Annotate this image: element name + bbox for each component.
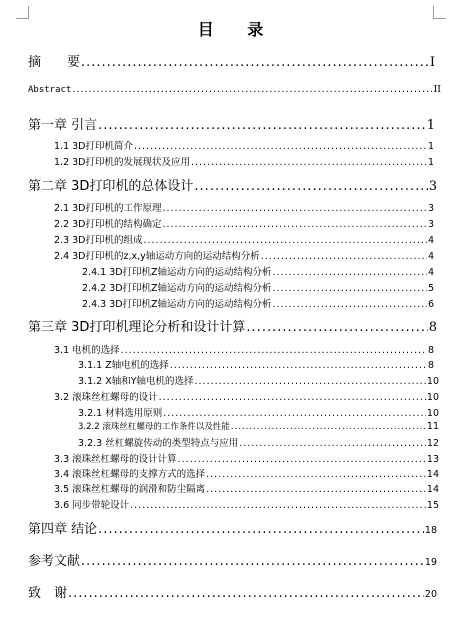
toc-entry-page: 8 [428,320,437,335]
toc-leader-dots [81,554,424,569]
toc-entry-2-1[interactable] [54,200,434,214]
toc-leader-dots [273,283,427,294]
toc-entry-chapter-1[interactable] [28,114,435,133]
toc-entry-3-2-1[interactable] [78,405,439,419]
toc-entry-page: 1 [427,141,434,152]
toc-leader-dots [273,267,427,278]
toc-leader-dots [134,141,427,152]
toc-entry-2-4-2[interactable] [82,280,434,294]
toc-entry-label: 3.2.1 材料选用原则 [78,408,163,419]
toc-entry-page: 10 [426,376,439,387]
toc-entry-2-2[interactable] [54,216,434,230]
toc-leader-dots [72,84,432,95]
toc-entry-3-1-1[interactable] [78,357,434,371]
toc-entry-page: II [433,84,441,95]
toc-entry-page: 10 [426,392,439,403]
toc-entry-label: 2.4.2 3D打印机Z轴运动方向的运动结构分析 [82,283,272,294]
toc-leader-dots [163,203,427,214]
toc-leader-dots [98,118,426,133]
toc-leader-dots [194,179,427,194]
toc-leader-dots [246,320,427,335]
toc-entry-1-2[interactable] [54,154,434,168]
toc-entry-chapter-3[interactable] [28,316,437,335]
toc-entry-page: 14 [426,484,439,495]
toc-entry-page: 4 [427,251,434,262]
toc-entry-page: 10 [426,408,439,419]
toc-entry-3-1-2[interactable] [78,373,439,387]
toc-entry-label: 3.1 电机的选择 [54,345,120,356]
toc-entry-page: 6 [427,299,434,310]
toc-entry-page: 19 [424,557,437,568]
toc-entry-label: 2.3 3D打印机的组成 [54,235,143,246]
toc-entry-3-2[interactable] [54,389,439,403]
toc-leader-dots [178,454,426,465]
toc-entry-label: 2.4.1 3D打印机Z轴运动方向的运动结构分析 [82,267,272,278]
toc-entry-label: 3.4 滚珠丝杠螺母的支撑方式的选择 [54,469,206,480]
toc-leader-dots [239,438,426,449]
toc-entry-label: 2.4 3D打印机的z,x,y轴运动方向的运动结构分析 [54,251,260,262]
toc-entry-label: Abstract [28,85,72,95]
toc-leader-dots [159,392,426,403]
toc-entry-label: 1.2 3D打印机的发展现状及应用 [54,157,190,168]
toc-leader-dots [163,408,426,419]
toc-leader-dots [144,235,427,246]
toc-entry-page: 3 [427,219,434,230]
toc-entry-page: 4 [427,267,434,278]
toc-entry-label: 3.3 滚珠丝杠螺母的设计计算 [54,454,177,465]
toc-leader-dots [206,469,426,480]
toc-entry-3-6[interactable] [54,497,439,511]
toc-entry-3-3[interactable] [54,451,439,465]
toc-leader-dots [130,500,426,511]
toc-leader-dots [195,376,426,387]
toc-entry-page: 18 [424,525,437,536]
toc-leader-dots [68,586,424,601]
toc-entry-page: 8 [427,345,434,356]
toc-entry-label: 3.5 滚珠丝杠螺母的润滑和防尘隔离 [54,484,206,495]
toc-leader-dots [170,360,427,371]
toc-leader-dots [81,55,429,70]
toc-entry-chapter-2[interactable] [28,175,437,194]
toc-leader-dots [191,157,427,168]
toc-entry-page: 3 [427,203,434,214]
toc-entry-abstract-en[interactable] [28,84,441,95]
toc-entry-label: 1.1 3D打印机简介 [54,141,133,152]
toc-leader-dots [261,251,427,262]
toc-entry-page: 20 [424,589,437,600]
toc-leader-dots [273,299,427,310]
toc-entry-label: 3.1.2 X轴和Y轴电机的选择 [78,376,194,387]
toc-title: 目 录 [197,20,278,39]
toc-entry-label: 第四章 结论 [28,522,98,537]
toc-entry-label: 第三章 3D打印机理论分析和设计计算 [28,320,246,335]
toc-entry-page: 3 [428,179,437,194]
toc-entry-3-2-3[interactable] [78,435,439,449]
toc-entry-label: 3.2 滚珠丝杠螺母的设计 [54,392,158,403]
toc-entry-page: 12 [426,438,439,449]
toc-leader-dots [98,522,424,537]
toc-entry-page: 15 [426,500,439,511]
toc-entry-label: 2.1 3D打印机的工作原理 [54,203,162,214]
toc-entry-2-3[interactable] [54,232,434,246]
toc-entry-label: 3.2.2 滚珠丝杠螺母的工作条件以及性能 [78,422,230,432]
toc-entry-page: 14 [426,469,439,480]
toc-entry-1-1[interactable] [54,138,434,152]
toc-entry-page: 4 [427,235,434,246]
toc-entry-page: I [429,55,435,70]
toc-entry-label: 2.4.3 3D打印机Z轴运动方向的运动结构分析 [82,299,272,310]
toc-entry-page: 5 [427,283,434,294]
toc-entry-label: 参考文献 [28,554,81,569]
toc-entry-page: 8 [427,360,434,371]
toc-leader-dots [121,345,427,356]
toc-leader-dots [231,422,426,432]
toc-entry-page: 1 [427,157,434,168]
toc-entry-label: 第二章 3D打印机的总体设计 [28,179,194,194]
toc-entry-3-1[interactable] [54,342,434,356]
toc-entry-label: 致 谢 [28,586,68,601]
toc-entry-page: 1 [426,118,435,133]
toc-entry-references[interactable] [28,550,437,569]
toc-entry-abstract-cn[interactable] [28,51,435,70]
toc-entry-label: 摘 要 [28,55,81,70]
toc-leader-dots [206,484,426,495]
toc-entry-2-4[interactable] [54,248,434,262]
toc-entry-acknowledgements[interactable] [28,582,437,601]
toc-entry-3-5[interactable] [54,481,439,495]
toc-entry-label: 3.2.3 丝杠螺旋传动的类型特点与应用 [78,438,239,449]
toc-entry-label: 3.1.1 Z轴电机的选择 [78,360,169,371]
toc-entry-3-2-2[interactable] [78,420,439,432]
toc-entry-2-4-3[interactable] [82,296,434,310]
toc-entry-chapter-4[interactable] [28,518,437,537]
toc-entry-label: 2.2 3D打印机的结构确定 [54,219,162,230]
toc-entry-page: 11 [426,421,439,432]
toc-entry-2-4-1[interactable] [82,264,434,278]
toc-entry-page: 13 [426,454,439,465]
toc-entry-3-4[interactable] [54,466,439,480]
toc-leader-dots [163,219,427,230]
toc-entry-label: 3.6 同步带轮设计 [54,500,130,511]
toc-entry-label: 第一章 引言 [28,118,98,133]
